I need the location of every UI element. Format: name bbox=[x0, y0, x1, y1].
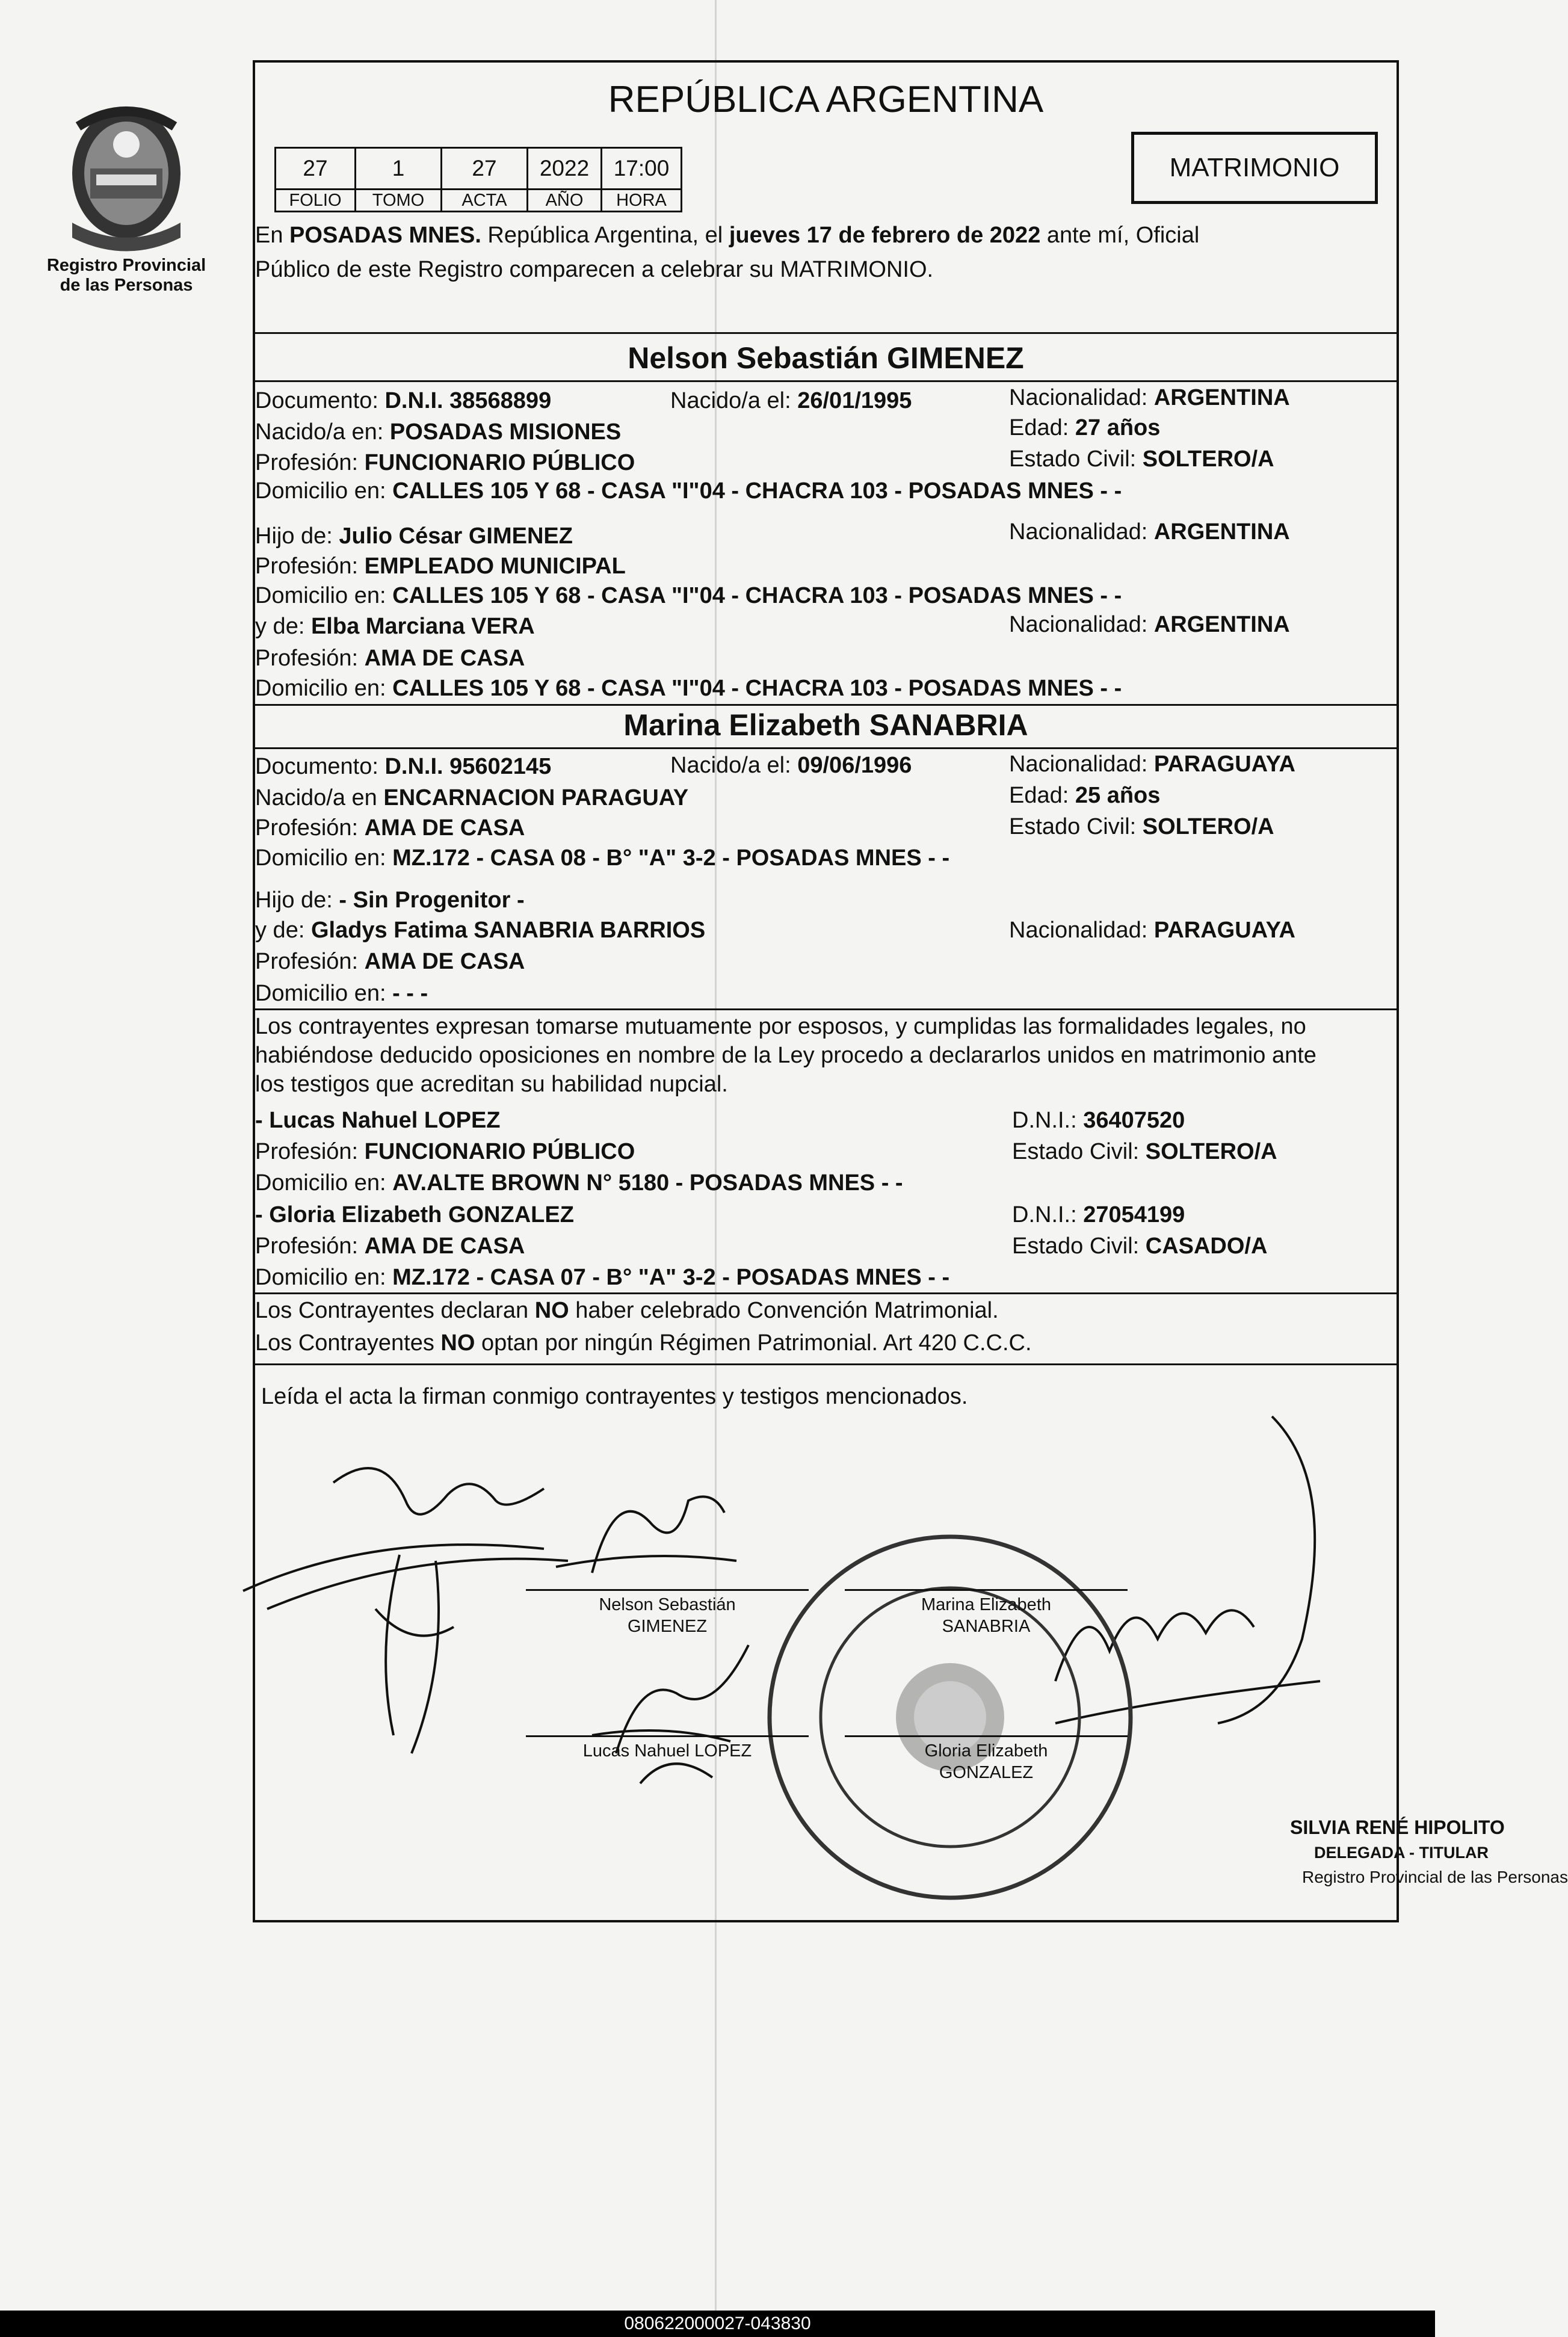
marriage-certificate-form bbox=[253, 60, 1568, 1922]
tomo-label: TOMO bbox=[356, 190, 442, 212]
intro-line-1: En POSADAS MNES. República Argentina, el jueves 17 de febrero de 2022 ante mí, Oficial bbox=[255, 223, 1200, 248]
groom-father: Hijo de: Julio César GIMENEZ bbox=[255, 523, 573, 549]
bride-address: Domicilio en: MZ.172 - CASA 08 - B° "A" 3-2 - POSADAS MNES - - bbox=[255, 845, 950, 871]
anio-value: 2022 bbox=[528, 148, 602, 190]
province-seal-icon bbox=[54, 102, 199, 253]
page-title: REPÚBLICA ARGENTINA bbox=[608, 79, 1044, 120]
groom-civil-status: Estado Civil: SOLTERO/A bbox=[1009, 446, 1274, 472]
folio-value: 27 bbox=[276, 148, 356, 190]
bride-nationality: Nacionalidad: PARAGUAYA bbox=[1009, 752, 1295, 777]
bride-birthdate: Nacido/a el: 09/06/1996 bbox=[670, 753, 912, 778]
bride-name: Marina Elizabeth SANABRIA bbox=[623, 708, 1028, 742]
groom-mother-profession: Profesión: AMA DE CASA bbox=[255, 646, 525, 671]
registry-stamp-icon bbox=[770, 1537, 1131, 1898]
bride-document: Documento: D.N.I. 95602145 bbox=[255, 754, 552, 779]
anio-label: AÑO bbox=[528, 190, 602, 212]
signatures-drawing bbox=[255, 1410, 1397, 1922]
declaration-line-1: Los contrayentes expresan tomarse mutuamente por esposos, y cumplidas las formalidades legales, no bbox=[255, 1014, 1306, 1039]
bride-signature-caption: Marina Elizabeth SANABRIA bbox=[921, 1595, 1051, 1636]
hora-value: 17:00 bbox=[602, 148, 682, 190]
official-role: DELEGADA - TITULAR bbox=[1314, 1844, 1489, 1862]
groom-age: Edad: 27 años bbox=[1009, 415, 1161, 440]
regime-line-1: Los Contrayentes declaran NO haber celebrado Convención Matrimonial. bbox=[255, 1298, 999, 1323]
bride-profession: Profesión: AMA DE CASA bbox=[255, 815, 525, 841]
divider bbox=[255, 380, 1397, 382]
witness-2-address: Domicilio en: MZ.172 - CASA 07 - B° "A" 3-2 - POSADAS MNES - - bbox=[255, 1265, 950, 1290]
folio-label: FOLIO bbox=[276, 190, 356, 212]
acta-value: 27 bbox=[442, 148, 528, 190]
groom-mother-nationality: Nacionalidad: ARGENTINA bbox=[1009, 612, 1290, 637]
bride-age: Edad: 25 años bbox=[1009, 783, 1161, 808]
groom-address: Domicilio en: CALLES 105 Y 68 - CASA "I"04 - CHACRA 103 - POSADAS MNES - - bbox=[255, 478, 1122, 504]
groom-birthdate: Nacido/a el: 26/01/1995 bbox=[670, 388, 912, 413]
bride-civil-status: Estado Civil: SOLTERO/A bbox=[1009, 814, 1274, 839]
witness-1-civil-status: Estado Civil: SOLTERO/A bbox=[1012, 1139, 1277, 1164]
witness-1-signature-caption: Lucas Nahuel LOPEZ bbox=[582, 1741, 752, 1761]
divider bbox=[255, 1292, 1397, 1294]
groom-mother: y de: Elba Marciana VERA bbox=[255, 614, 535, 639]
witness-2-signature-line bbox=[845, 1735, 1128, 1737]
regime-line-2: Los Contrayentes NO optan por ningún Régimen Patrimonial. Art 420 C.C.C. bbox=[255, 1330, 1032, 1356]
witness-2-name: - Gloria Elizabeth GONZALEZ bbox=[255, 1202, 574, 1227]
divider bbox=[255, 1008, 1397, 1010]
bride-mother-address: Domicilio en: - - - bbox=[255, 981, 428, 1006]
groom-name: Nelson Sebastián GIMENEZ bbox=[628, 341, 1024, 375]
witness-1-address: Domicilio en: AV.ALTE BROWN N° 5180 - POSADAS MNES - - bbox=[255, 1170, 903, 1196]
bride-mother: y de: Gladys Fatima SANABRIA BARRIOS bbox=[255, 918, 706, 943]
registry-logo bbox=[36, 102, 217, 295]
bride-mother-nationality: Nacionalidad: PARAGUAYA bbox=[1009, 918, 1295, 943]
bride-father: Hijo de: - Sin Progenitor - bbox=[255, 888, 525, 913]
witness-1-name: - Lucas Nahuel LOPEZ bbox=[255, 1108, 501, 1133]
witness-2-profession: Profesión: AMA DE CASA bbox=[255, 1233, 525, 1259]
hora-label: HORA bbox=[602, 190, 682, 212]
registry-name-line2: de las Personas bbox=[60, 276, 193, 295]
witness-1-signature-line bbox=[526, 1735, 809, 1737]
groom-father-profession: Profesión: EMPLEADO MUNICIPAL bbox=[255, 554, 626, 579]
groom-mother-address: Domicilio en: CALLES 105 Y 68 - CASA "I"04 - CHACRA 103 - POSADAS MNES - - bbox=[255, 676, 1122, 701]
registry-name-line1: Registro Provincial bbox=[46, 256, 206, 275]
document-id: 080622000027-043830 bbox=[0, 2311, 1435, 2337]
intro-date: jueves 17 de febrero de 2022 bbox=[729, 223, 1041, 248]
tomo-value: 1 bbox=[356, 148, 442, 190]
divider bbox=[255, 332, 1397, 334]
groom-birthplace: Nacido/a en: POSADAS MISIONES bbox=[255, 419, 622, 445]
official-name: SILVIA RENÉ HIPOLITO bbox=[1290, 1817, 1505, 1838]
record-fields-table bbox=[274, 147, 682, 212]
bride-signature-line bbox=[845, 1589, 1128, 1591]
divider bbox=[255, 1363, 1397, 1365]
intro-place: POSADAS MNES. bbox=[289, 223, 481, 248]
closing-statement: Leída el acta la firman conmigo contrayentes y testigos mencionados. bbox=[261, 1384, 968, 1409]
groom-signature-caption: Nelson Sebastián GIMENEZ bbox=[599, 1595, 736, 1636]
groom-nationality: Nacionalidad: ARGENTINA bbox=[1009, 385, 1290, 410]
act-type-box: MATRIMONIO bbox=[1131, 132, 1378, 204]
intro-line-2: Público de este Registro comparecen a celebrar su MATRIMONIO. bbox=[255, 257, 934, 282]
acta-label: ACTA bbox=[442, 190, 528, 212]
groom-profession: Profesión: FUNCIONARIO PÚBLICO bbox=[255, 450, 635, 475]
groom-document: Documento: D.N.I. 38568899 bbox=[255, 388, 552, 413]
groom-signature-line bbox=[526, 1589, 809, 1591]
official-org: Registro Provincial de las Personas bbox=[1302, 1868, 1568, 1886]
groom-father-nationality: Nacionalidad: ARGENTINA bbox=[1009, 519, 1290, 545]
witness-2-dni: D.N.I.: 27054199 bbox=[1012, 1202, 1185, 1227]
witness-1-dni: D.N.I.: 36407520 bbox=[1012, 1108, 1185, 1133]
bride-birthplace: Nacido/a en ENCARNACION PARAGUAY bbox=[255, 785, 689, 810]
witness-2-signature-caption: Gloria Elizabeth GONZALEZ bbox=[924, 1741, 1048, 1782]
groom-father-address: Domicilio en: CALLES 105 Y 68 - CASA "I"04 - CHACRA 103 - POSADAS MNES - - bbox=[255, 583, 1122, 608]
divider bbox=[255, 704, 1397, 706]
bride-mother-profession: Profesión: AMA DE CASA bbox=[255, 949, 525, 974]
divider bbox=[255, 747, 1397, 749]
declaration-line-2: habiéndose deducido oposiciones en nombre de la Ley procedo a declararlos unidos en matrimonio ante bbox=[255, 1043, 1316, 1068]
declaration-line-3: los testigos que acreditan su habilidad nupcial. bbox=[255, 1072, 728, 1097]
witness-1-profession: Profesión: FUNCIONARIO PÚBLICO bbox=[255, 1139, 635, 1164]
witness-2-civil-status: Estado Civil: CASADO/A bbox=[1012, 1233, 1268, 1259]
